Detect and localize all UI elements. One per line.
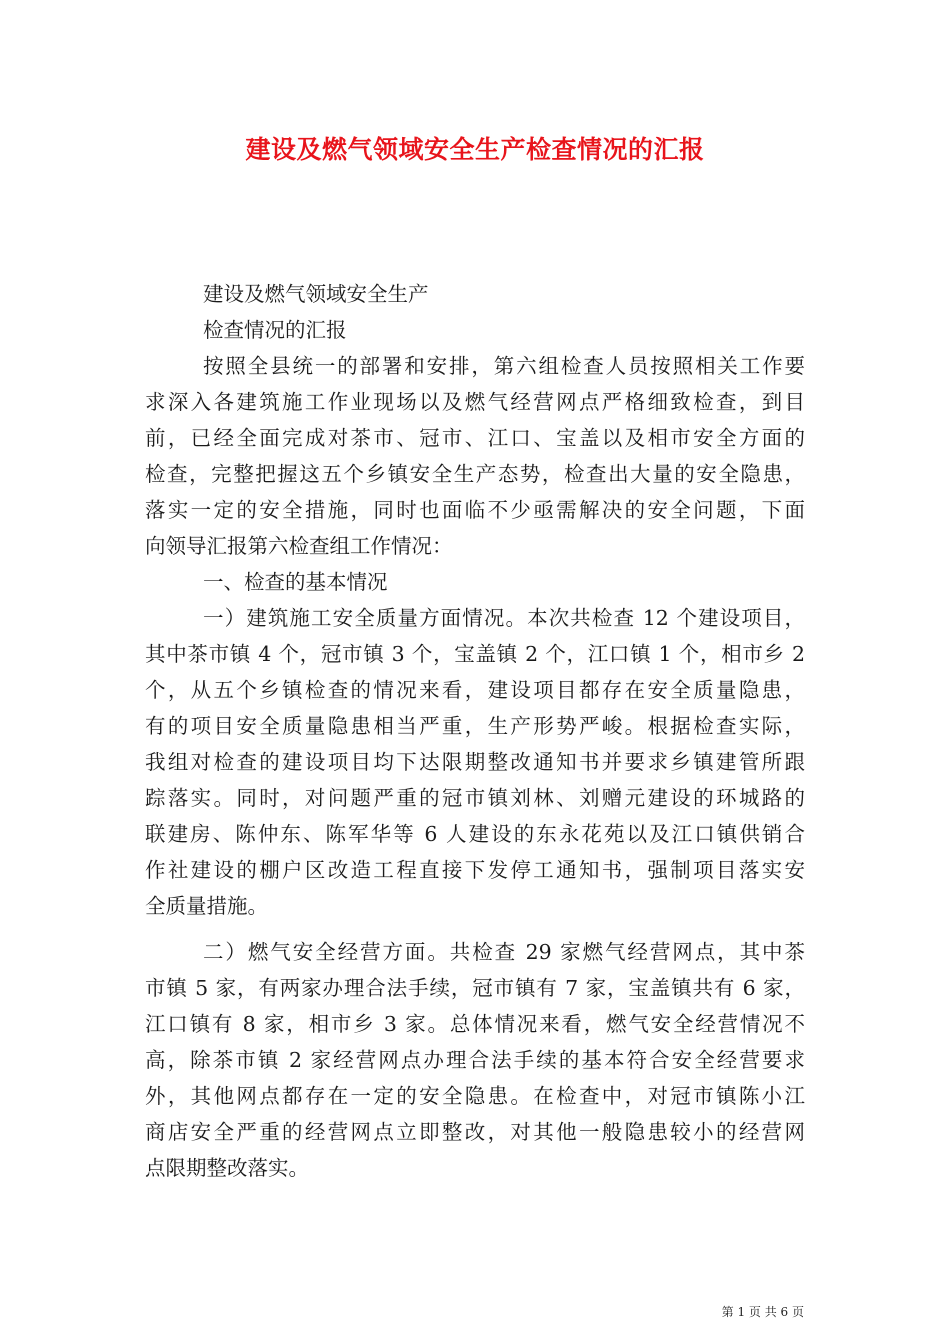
text-line: 求深入各建筑施工作业现场以及燃气经营网点严格细致检查，到目 xyxy=(145,390,805,414)
text-line: 落实一定的安全措施，同时也面临不少亟需解决的安全问题，下面 xyxy=(145,498,805,522)
text-line: 外，其他网点都存在一定的安全隐患。在检查中，对冠市镇陈小江 xyxy=(145,1084,805,1108)
text-line: 检查，完整把握这五个乡镇安全生产态势，检查出大量的安全隐患， xyxy=(145,462,805,486)
page-number: 第 1 页 共 6 页 xyxy=(721,1305,804,1319)
intro-paragraph xyxy=(145,348,805,564)
text-line: 向领导汇报第六检查组工作情况： xyxy=(145,534,453,558)
text-line: 其中茶市镇 4 个，冠市镇 3 个，宝盖镇 2 个，江口镇 1 个，相市乡 2 xyxy=(145,642,805,666)
text-line: 作社建设的棚户区改造工程直接下发停工通知书，强制项目落实安 xyxy=(145,858,805,882)
text-line: 有的项目安全质量隐患相当严重，生产形势严峻。根据检查实际， xyxy=(145,714,805,738)
text-line: 踪落实。同时，对问题严重的冠市镇刘林、刘赠元建设的环城路的 xyxy=(145,786,805,810)
heading-line-1: 建设及燃气领域安全生产 xyxy=(203,282,429,306)
text-line: 高，除茶市镇 2 家经营网点办理合法手续的基本符合安全经营要求 xyxy=(145,1048,805,1072)
text-line: 江口镇有 8 家，相市乡 3 家。总体情况来看，燃气安全经营情况不 xyxy=(145,1012,805,1036)
text-line: 联建房、陈仲东、陈军华等 6 人建设的东永花苑以及江口镇供销合 xyxy=(145,822,805,846)
text-line: 全质量措施。 xyxy=(145,894,268,918)
text-line: 商店安全严重的经营网点立即整改，对其他一般隐患较小的经营网 xyxy=(145,1120,805,1144)
text-line: 前，已经全面完成对茶市、冠市、江口、宝盖以及相市安全方面的 xyxy=(145,426,805,450)
construction-paragraph xyxy=(145,600,805,924)
text-line: 点限期整改落实。 xyxy=(145,1156,309,1180)
text-line: 一）建筑施工安全质量方面情况。本次共检查 12 个建设项目， xyxy=(203,606,805,630)
text-line: 二）燃气安全经营方面。共检查 29 家燃气经营网点，其中茶 xyxy=(203,940,805,964)
gas-paragraph xyxy=(145,934,805,1186)
text-line: 我组对检查的建设项目均下达限期整改通知书并要求乡镇建管所跟 xyxy=(145,750,805,774)
text-line: 按照全县统一的部署和安排，第六组检查人员按照相关工作要 xyxy=(203,354,805,378)
text-line: 市镇 5 家，有两家办理合法手续，冠市镇有 7 家，宝盖镇共有 6 家， xyxy=(145,976,805,1000)
document-title: 建设及燃气领域安全生产检查情况的汇报 xyxy=(245,135,705,164)
document-body xyxy=(145,276,805,1186)
text-line: 个，从五个乡镇检查的情况来看，建设项目都存在安全质量隐患， xyxy=(145,678,805,702)
heading-line-2: 检查情况的汇报 xyxy=(203,318,347,342)
section-heading: 一、检查的基本情况 xyxy=(203,570,388,594)
